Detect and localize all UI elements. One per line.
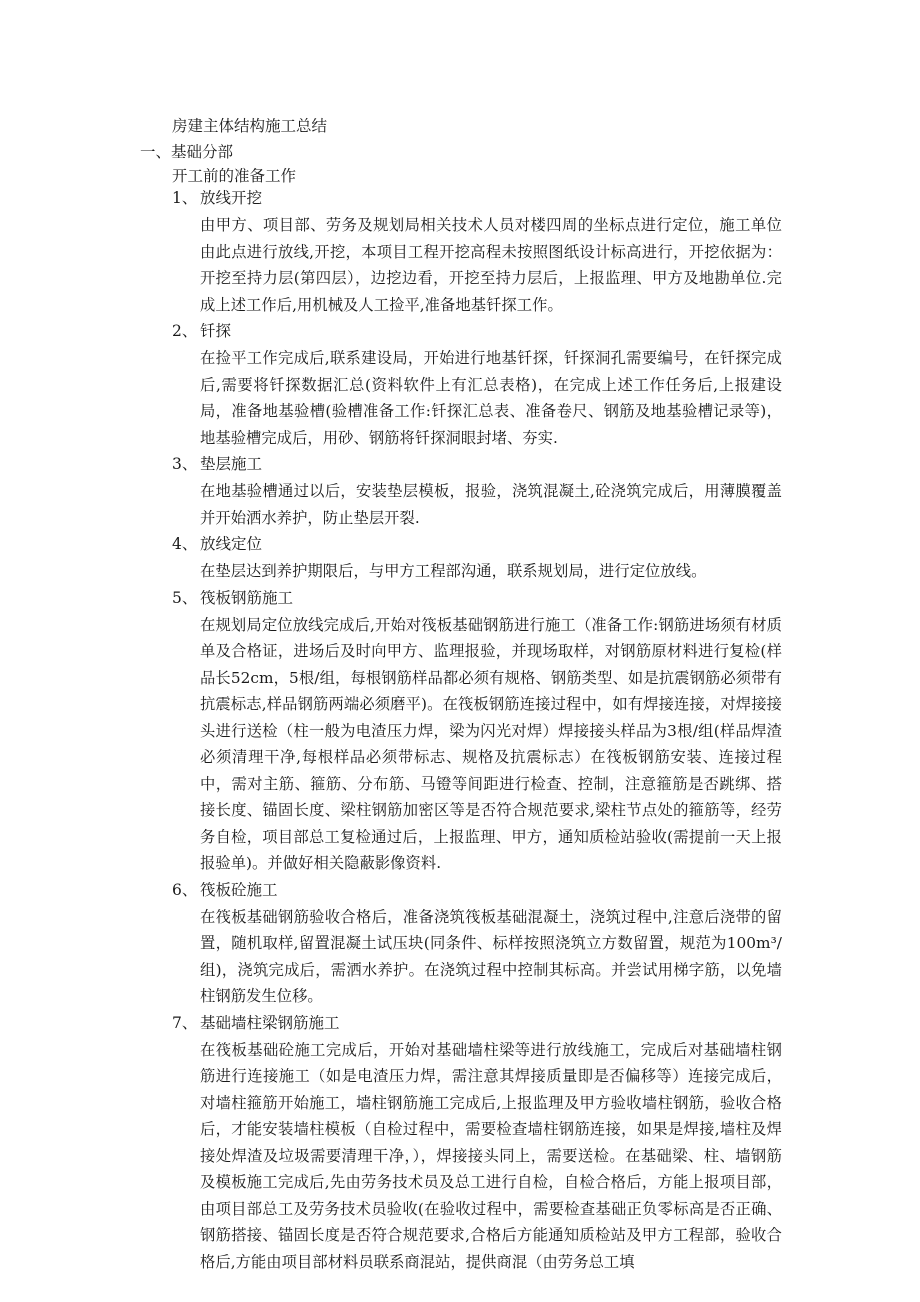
section-heading bbox=[0, 877, 920, 904]
section-title: 钎探 bbox=[200, 322, 232, 340]
section-body: 在地基验槽通过以后，安装垫层模板，报验，浇筑混凝土,砼浇筑完成后，用薄膜覆盖并开始洒水养护，防止垫层开裂. bbox=[200, 482, 782, 527]
subheading: 开工前的准备工作 bbox=[172, 167, 297, 185]
section-title: 放线开挖 bbox=[200, 189, 263, 207]
section-number: 6、 bbox=[172, 880, 198, 899]
section bbox=[0, 877, 920, 1010]
section-number: 5、 bbox=[172, 588, 198, 607]
section-number: 4、 bbox=[172, 535, 198, 553]
section-heading bbox=[0, 1010, 920, 1037]
section bbox=[0, 585, 920, 877]
section bbox=[0, 1010, 920, 1276]
section-number: 1、 bbox=[172, 189, 198, 207]
section-body: 在规划局定位放线完成后,开始对筏板基础钢筋进行施工（准备工作:钢筋进场须有材质单及合格证，进场后及时向甲方、监理报验，并现场取样，对钢筋原材料进行复检(样品长52cm，5根/组，每根钢筋样品都必须有规格、钢筋类型、如是抗震钢筋必须带有抗震标志,样品钢筋两端必须磨平)。在筏板钢筋连接过程中，如有焊接连接，对焊接接头进行送检（柱一般为电渣压力焊，梁为闪光对焊）焊接接头样品为3根/组(样品焊渣必须清理干净,每根样品必须带标志、规格及抗震标志）在筏板钢筋安装、连接过程中，需对主筋、箍筋、分布筋、马镫等间距进行检查、控制，注意箍筋是否跳绑、搭接长度、锚固长度、梁柱钢筋加密区等是否符合规范要求,梁柱节点处的箍筋等，经劳务自检，项目部总工复检通过后，上报监理、甲方，通知质检站验收(需提前一天上报报验单)。并做好相关隐蔽影像资料. bbox=[200, 615, 782, 872]
section bbox=[0, 451, 920, 531]
section-heading bbox=[0, 585, 920, 612]
section-body: 在垫层达到养护期限后，与甲方工程部沟通，联系规划局，进行定位放线。 bbox=[200, 562, 707, 580]
section bbox=[0, 531, 920, 585]
section-title: 垫层施工 bbox=[200, 455, 263, 473]
section-heading bbox=[0, 531, 920, 558]
section-title: 筏板钢筋施工 bbox=[200, 588, 294, 607]
document-title: 房建主体结构施工总结 bbox=[172, 117, 328, 135]
section bbox=[0, 185, 920, 318]
section-body: 在筏板基础钢筋验收合格后，准备浇筑筏板基础混凝土，浇筑过程中,注意后浇带的留置，随机取样,留置混凝土试压块(同条件、标样按照浇筑立方数留置，规范为100m³/组)，浇筑完成后，需洒水养护。在浇筑过程中控制其标高。并尝试用梯字筋，以免墙柱钢筋发生位移。 bbox=[200, 907, 782, 1005]
sections bbox=[0, 185, 920, 1275]
section-title: 放线定位 bbox=[200, 535, 263, 553]
section-body: 在捡平工作完成后,联系建设局，开始进行地基钎探，钎探洞孔需要编号，在钎探完成后,需要将钎探数据汇总(资料软件上有汇总表格)，在完成上述工作任务后,上报建设局，准备地基验槽(验槽准备工作:钎探汇总表、准备卷尺、钢筋及地基验槽记录等)，地基验槽完成后，用砂、钢筋将钎探洞眼封堵、夯实. bbox=[200, 349, 782, 447]
section-number: 3、 bbox=[172, 455, 198, 473]
section-number: 7、 bbox=[172, 1013, 198, 1032]
part-heading: 一、基础分部 bbox=[140, 143, 234, 161]
section-body: 在筏板基础砼施工完成后，开始对基础墙柱梁等进行放线施工，完成后对基础墙柱钢筋进行连接施工（如是电渣压力焊，需注意其焊接质量即是否偏移等）连接完成后，对墙柱箍筋开始施工，墙柱钢筋施工完成后,上报监理及甲方验收墙柱钢筋，验收合格后，才能安装墙柱模板（自检过程中，需要检查墙柱钢筋连接，如果是焊接,墙柱及焊接处焊渣及垃圾需要清理干净，），焊接接头同上，需要送检。在基础梁、柱、墙钢筋及模板施工完成后,先由劳务技术员及总工进行自检，自检合格后，方能上报项目部，由项目部总工及劳务技术员验收(在验收过程中，需要检查基础正负零标高是否正确、钢筋搭接、锚固长度是否符合规范要求,合格后方能通知质检站及甲方工程部，验收合格后,方能由项目部材料员联系商混站，提供商混（由劳务总工填 bbox=[200, 1040, 782, 1271]
section-title: 筏板砼施工 bbox=[200, 880, 278, 899]
section-heading bbox=[0, 451, 920, 478]
section bbox=[0, 318, 920, 451]
section-title: 基础墙柱梁钢筋施工 bbox=[200, 1013, 340, 1032]
section-heading bbox=[0, 185, 920, 212]
section-number: 2、 bbox=[172, 322, 198, 340]
section-heading bbox=[0, 318, 920, 345]
section-body: 由甲方、项目部、劳务及规划局相关技术人员对楼四周的坐标点进行定位，施工单位由此点进行放线,开挖，本项目工程开挖高程未按照图纸设计标高进行，开挖依据为：开挖至持力层(第四层），边挖边看，开挖至持力层后，上报监理、甲方及地勘单位.完成上述工作后,用机械及人工捡平,准备地基钎探工作。 bbox=[200, 216, 782, 314]
